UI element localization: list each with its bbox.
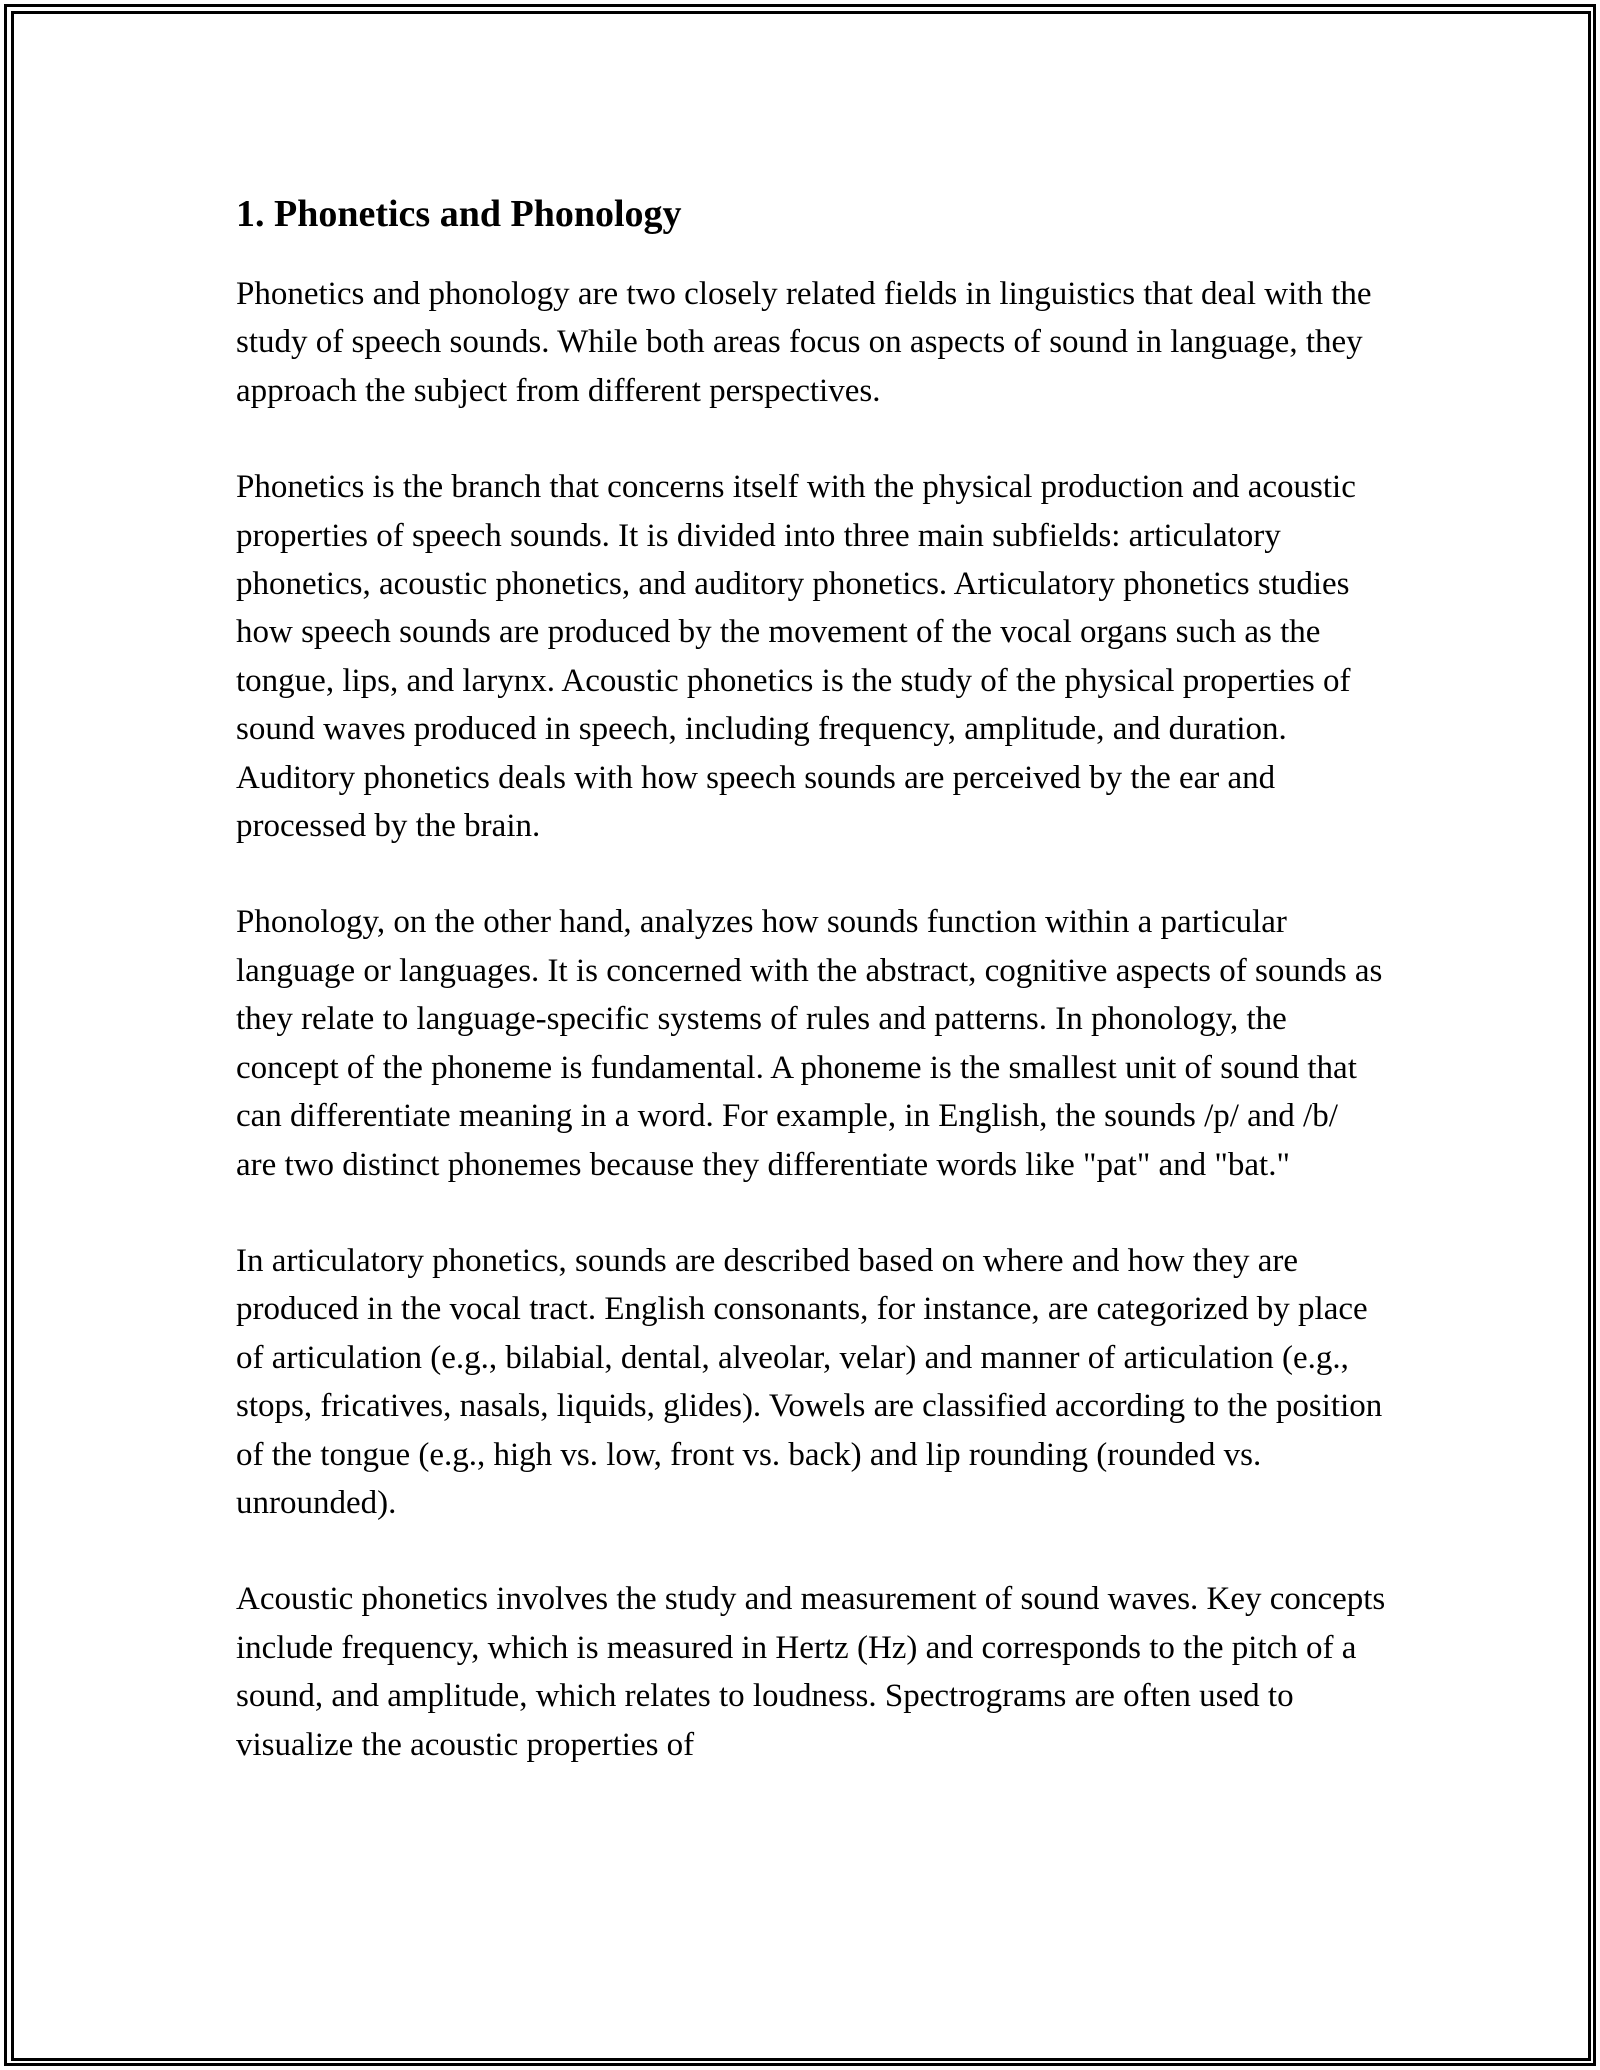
paragraph: Phonetics and phonology are two closely related fields in linguistics that deal with the study of speech sounds. While both areas focus on aspects of sound in language, they approach the subject from different perspectives.: [236, 276, 1372, 409]
paragraph: Phonetics is the branch that concerns itself with the physical production and acoustic properties of speech sounds. It is divided into three main subfields: articulatory phonetics, acoustic phonetics, and auditory phonetics. Articulatory phonetics studies how speech sounds are produced by the movement of the vocal organs such as the tongue, lips, and larynx. Acoustic phonetics is the study of the physical properties of sound waves produced in speech, including frequency, amplitude, and duration. Auditory phonetics deals with how speech sounds are perceived by the ear and processed by the brain.: [236, 469, 1356, 845]
paragraph: Phonology, on the other hand, analyzes how sounds function within a particular language or languages. It is concerned with the abstract, cognitive aspects of sounds as they relate to language-specific systems of rules and patterns. In phonology, the concept of the phoneme is fundamental. A phoneme is the smallest unit of sound that can differentiate meaning in a word. For example, in English, the sounds /p/ and /b/ are two distinct phonemes because they differentiate words like "pat" and "bat.": [236, 904, 1383, 1183]
section-title: 1. Phonetics and Phonology: [236, 193, 682, 235]
paragraph: In articulatory phonetics, sounds are described based on where and how they are produced in the vocal tract. English consonants, for instance, are categorized by place of articulation (e.g., bilabial, dental, alveolar, velar) and manner of articulation (e.g., stops, fricatives, nasals, liquids, glides). Vowels are classified according to the position of the tongue (e.g., high vs. low, front vs. back) and lip rounding (rounded vs. unrounded).: [236, 1242, 1383, 1521]
document-body: [236, 182, 1386, 1769]
paragraph: Acoustic phonetics involves the study and measurement of sound waves. Key concepts include frequency, which is measured in Hertz (Hz) and corresponds to the pitch of a sound, and amplitude, which relates to loudness. Spectrograms are often used to visualize the acoustic properties of: [236, 1581, 1386, 1763]
